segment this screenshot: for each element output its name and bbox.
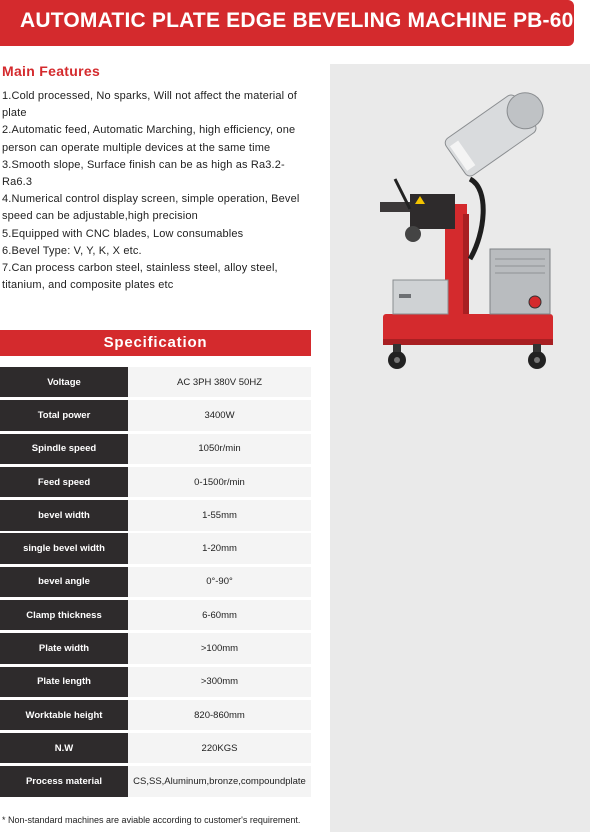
table-row <box>0 400 311 430</box>
spec-value: 3400W <box>128 400 311 430</box>
spec-key: Spindle speed <box>0 434 128 464</box>
spec-key: Total power <box>0 400 128 430</box>
specification-table <box>0 367 311 800</box>
product-photo-panel <box>330 64 590 832</box>
spec-value: >100mm <box>128 633 311 663</box>
spec-value: 0-1500r/min <box>128 467 311 497</box>
table-row <box>0 533 311 563</box>
spec-value: 0°-90° <box>128 567 311 597</box>
feature-item: 2.Automatic feed, Automatic Marching, high efficiency, one person can operate multiple devices at the same time <box>2 124 296 154</box>
spec-key: Process material <box>0 766 128 796</box>
spec-key: single bevel width <box>0 533 128 563</box>
table-row <box>0 766 311 796</box>
table-row <box>0 733 311 763</box>
feature-item: 4.Numerical control display screen, simple operation, Bevel speed can be adjustable,high precision <box>2 193 300 223</box>
spec-value: 1-20mm <box>128 533 311 563</box>
spec-key: Voltage <box>0 367 128 397</box>
footnote: * Non-standard machines are aviable according to customer's requirement. <box>2 815 301 825</box>
spec-value: 220KGS <box>128 733 311 763</box>
table-row <box>0 633 311 663</box>
spec-key: Worktable height <box>0 700 128 730</box>
spec-key: Feed speed <box>0 467 128 497</box>
features-list <box>2 88 314 294</box>
table-row <box>0 434 311 464</box>
spec-value: 1050r/min <box>128 434 311 464</box>
title-banner <box>0 0 587 46</box>
spec-value: CS,SS,Aluminum,bronze,compoundplate <box>128 766 311 796</box>
table-row <box>0 700 311 730</box>
spec-key: Clamp thickness <box>0 600 128 630</box>
feature-item: 1.Cold processed, No sparks, Will not affect the material of plate <box>2 90 297 120</box>
features-heading: Main Features <box>2 63 101 79</box>
spec-value: 6-60mm <box>128 600 311 630</box>
machine-illustration <box>375 84 560 384</box>
spec-value: AC 3PH 380V 50HZ <box>128 367 311 397</box>
spec-key: Plate length <box>0 667 128 697</box>
table-row <box>0 367 311 397</box>
feature-item: 6.Bevel Type: V, Y, K, X etc. <box>2 244 142 257</box>
spec-value: 1-55mm <box>128 500 311 530</box>
feature-item: 3.Smooth slope, Surface finish can be as high as Ra3.2-Ra6.3 <box>2 158 285 189</box>
table-row <box>0 667 311 697</box>
table-row <box>0 600 311 630</box>
spec-value: 820-860mm <box>128 700 311 730</box>
feature-item: 5.Equipped with CNC blades, Low consumables <box>2 227 244 240</box>
spec-key: N.W <box>0 733 128 763</box>
page-title: AUTOMATIC PLATE EDGE BEVELING MACHINE PB-60L <box>20 9 587 32</box>
table-row <box>0 567 311 597</box>
spec-value: >300mm <box>128 667 311 697</box>
spec-key: Plate width <box>0 633 128 663</box>
spec-key: bevel angle <box>0 567 128 597</box>
spec-key: bevel width <box>0 500 128 530</box>
feature-item: 7.Can process carbon steel, stainless steel, alloy steel, titanium, and composite plates etc <box>2 262 278 292</box>
specification-banner <box>0 330 311 356</box>
specification-heading: Specification <box>103 334 208 351</box>
table-row <box>0 500 311 530</box>
table-row <box>0 467 311 497</box>
